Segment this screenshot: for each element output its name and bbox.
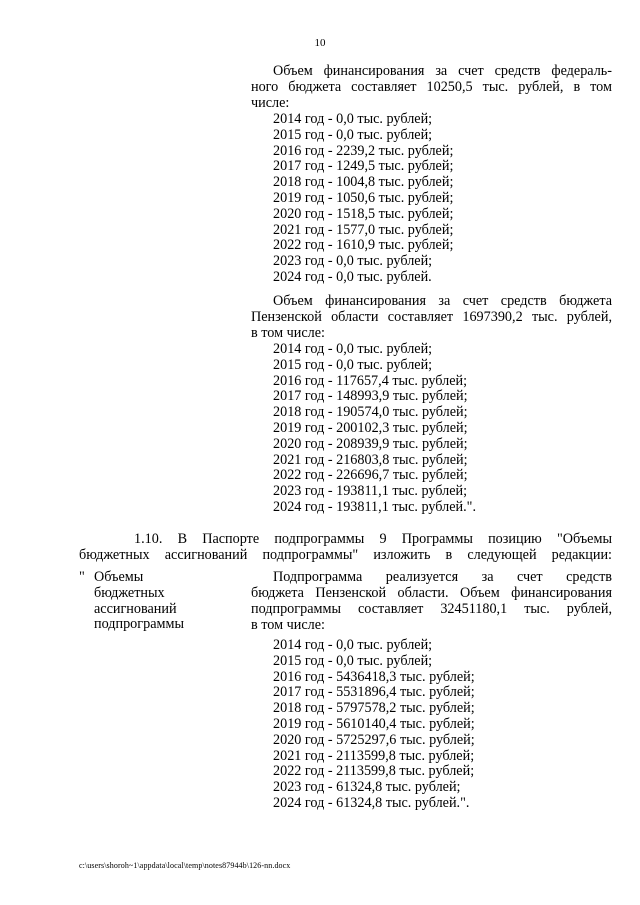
regional-line-1: Объем финансирования за счет средств бюджета [273,293,612,309]
list-item: 2016 год - 2239,2 тыс. рублей; [273,142,454,159]
list-item: 2022 год - 2113599,8 тыс. рублей; [273,763,475,780]
page-number: 10 [314,37,326,49]
regional-line-3: в том числе: [251,325,325,341]
federal-line-1: Объем финансирования за счет средств федераль- [273,63,612,79]
regional-years-list [273,342,476,516]
table-line-3: подпрограммы составляет 32451180,1 тыс. рублей, [251,601,612,617]
list-item: 2024 год - 0,0 тыс. рублей. [273,268,432,285]
list-item: 2021 год - 2113599,8 тыс. рублей; [273,747,475,764]
label-line: бюджетных [94,584,165,601]
item-line-1: 1.10. В Паспорте подпрограммы 9 Программы позицию "Объемы [134,531,612,547]
list-item: 2017 год - 5531896,4 тыс. рублей; [273,684,475,701]
list-item: 2017 год - 1249,5 тыс. рублей; [273,158,454,175]
list-item: 2014 год - 0,0 тыс. рублей; [273,341,433,357]
list-item: 2014 год - 0,0 тыс. рублей; [273,637,433,653]
table-label-cell [94,570,224,633]
label-line: подпрограммы [94,616,184,633]
item-line-2: бюджетных ассигнований подпрограммы" изложить в следующей редакции: [79,547,612,563]
list-item: 2016 год - 117657,4 тыс. рублей; [273,372,468,389]
table-years-list [273,638,475,812]
list-item: 2016 год - 5436418,3 тыс. рублей; [273,668,475,685]
list-item: 2019 год - 200102,3 тыс. рублей; [273,419,468,436]
list-item: 2015 год - 0,0 тыс. рублей; [273,652,433,669]
list-item: 2022 год - 226696,7 тыс. рублей; [273,467,468,484]
quote-mark: " [79,569,85,585]
footer-file-path: c:\users\shoroh~1\appdata\local\temp\notes87944b\126-nn.docx [79,861,291,870]
table-line-1: Подпрограмма реализуется за счет средств [273,569,612,585]
list-item: 2015 год - 0,0 тыс. рублей; [273,126,433,143]
list-item: 2024 год - 61324,8 тыс. рублей.". [273,794,470,811]
list-item: 2021 год - 216803,8 тыс. рублей; [273,451,468,468]
list-item: 2018 год - 190574,0 тыс. рублей; [273,404,468,421]
list-item: 2020 год - 1518,5 тыс. рублей; [273,205,454,222]
list-item: 2015 год - 0,0 тыс. рублей; [273,356,433,373]
list-item: 2023 год - 61324,8 тыс. рублей; [273,779,461,796]
list-item: 2017 год - 148993,9 тыс. рублей; [273,388,468,405]
list-item: 2024 год - 193811,1 тыс. рублей.". [273,498,476,515]
list-item: 2023 год - 0,0 тыс. рублей; [273,253,433,270]
list-item: 2019 год - 5610140,4 тыс. рублей; [273,715,475,732]
table-line-4: в том числе: [251,617,325,633]
list-item: 2019 год - 1050,6 тыс. рублей; [273,189,454,206]
list-item: 2018 год - 5797578,2 тыс. рублей; [273,700,475,717]
label-line: ассигнований [94,600,177,617]
federal-line-3: числе: [251,95,290,111]
federal-years-list [273,112,453,286]
list-item: 2023 год - 193811,1 тыс. рублей; [273,483,468,500]
list-item: 2021 год - 1577,0 тыс. рублей; [273,221,454,238]
federal-line-2: ного бюджета составляет 10250,5 тыс. рублей, в том [251,79,612,95]
label-line: Объемы [94,569,144,585]
list-item: 2014 год - 0,0 тыс. рублей; [273,111,433,127]
list-item: 2020 год - 5725297,6 тыс. рублей; [273,731,475,748]
table-line-2: бюджета Пензенской области. Объем финансирования [251,585,612,601]
list-item: 2018 год - 1004,8 тыс. рублей; [273,174,454,191]
regional-line-2: Пензенской области составляет 1697390,2 тыс. рублей, [251,309,612,325]
list-item: 2022 год - 1610,9 тыс. рублей; [273,237,454,254]
list-item: 2020 год - 208939,9 тыс. рублей; [273,435,468,452]
